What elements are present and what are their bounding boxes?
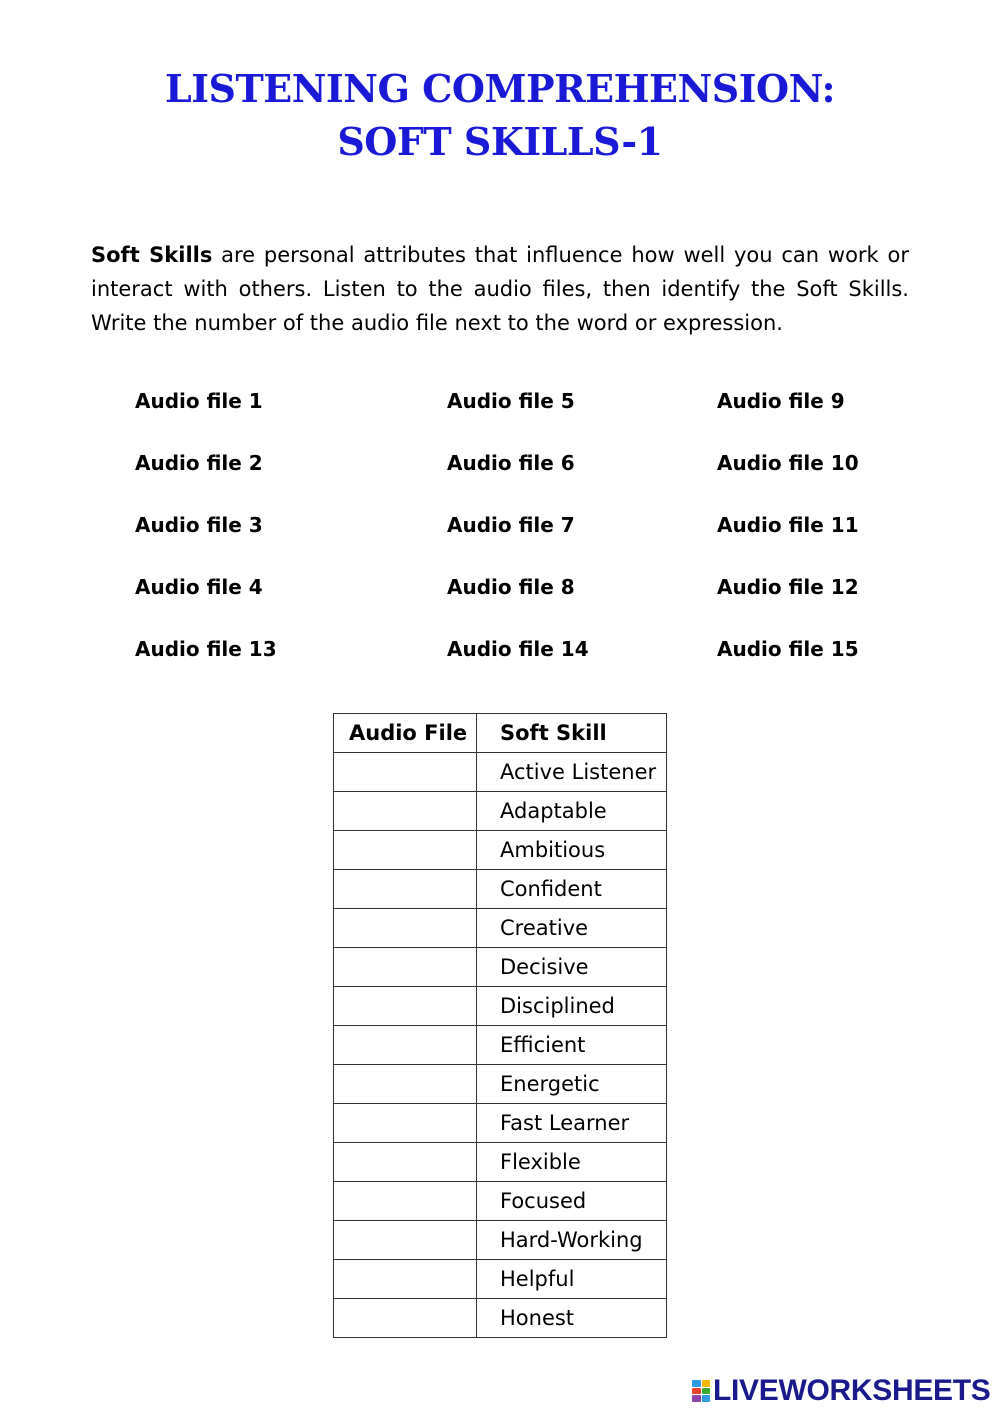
- soft-skill-label: Honest: [500, 1306, 575, 1330]
- table-row: [334, 909, 667, 948]
- table-row: [334, 792, 667, 831]
- logo-square: [702, 1380, 711, 1387]
- soft-skill-label: Confident: [500, 877, 602, 901]
- audio-number-cell[interactable]: [334, 831, 477, 870]
- table-row: [334, 753, 667, 792]
- soft-skill-label: Disciplined: [500, 994, 615, 1018]
- worksheet-title: [0, 62, 1000, 168]
- audio-file-label: Audio file 15: [717, 637, 859, 661]
- soft-skill-cell: [477, 1221, 667, 1260]
- table-row: [334, 1104, 667, 1143]
- soft-skill-cell: [477, 909, 667, 948]
- audio-number-cell[interactable]: [334, 1065, 477, 1104]
- table-row: [334, 1260, 667, 1299]
- table-row: [334, 987, 667, 1026]
- table-header-row: [334, 714, 667, 753]
- audio-number-cell[interactable]: [334, 1182, 477, 1221]
- table-row: [334, 1299, 667, 1338]
- audio-number-cell[interactable]: [334, 870, 477, 909]
- soft-skill-label: Focused: [500, 1189, 587, 1213]
- soft-skill-label: Decisive: [500, 955, 589, 979]
- title-line-1: LISTENING COMPREHENSION:: [165, 66, 835, 111]
- brand-name: LIVEWORKSHEETS: [713, 1374, 991, 1407]
- audio-number-cell[interactable]: [334, 753, 477, 792]
- liveworksheets-logo-icon: [692, 1380, 710, 1402]
- soft-skill-label: Fast Learner: [500, 1111, 630, 1135]
- title-line-2: SOFT SKILLS-1: [337, 119, 663, 164]
- table-row: [334, 948, 667, 987]
- audio-file-label: Audio file 5: [447, 389, 575, 413]
- soft-skill-cell: [477, 1260, 667, 1299]
- logo-square: [692, 1380, 701, 1387]
- audio-file-label: Audio file 3: [135, 513, 263, 537]
- table-row: [334, 1221, 667, 1260]
- soft-skill-label: Efficient: [500, 1033, 586, 1057]
- liveworksheets-brand: [692, 1374, 991, 1408]
- table-row: [334, 1182, 667, 1221]
- header-audio-file: Audio File: [334, 714, 477, 753]
- intro-bold-term: Soft Skills: [91, 243, 213, 267]
- audio-file-label: Audio file 2: [135, 451, 263, 475]
- soft-skill-label: Energetic: [500, 1072, 600, 1096]
- soft-skill-label: Adaptable: [500, 799, 607, 823]
- audio-number-cell[interactable]: [334, 1221, 477, 1260]
- soft-skill-cell: [477, 1026, 667, 1065]
- audio-number-cell[interactable]: [334, 909, 477, 948]
- soft-skill-label: Creative: [500, 916, 589, 940]
- audio-file-label: Audio file 14: [447, 637, 589, 661]
- intro-paragraph: [91, 238, 909, 340]
- soft-skill-cell: [477, 987, 667, 1026]
- table-row: [334, 870, 667, 909]
- table-row: [334, 1026, 667, 1065]
- audio-file-label: Audio file 1: [135, 389, 263, 413]
- logo-square: [702, 1395, 711, 1402]
- table-row: [334, 1065, 667, 1104]
- audio-number-cell[interactable]: [334, 987, 477, 1026]
- table-row: [334, 1143, 667, 1182]
- soft-skill-cell: [477, 753, 667, 792]
- soft-skill-label: Active Listener: [500, 760, 657, 784]
- logo-square: [702, 1388, 711, 1395]
- audio-file-label: Audio file 4: [135, 575, 263, 599]
- logo-square: [692, 1388, 701, 1395]
- audio-file-label: Audio file 11: [717, 513, 859, 537]
- soft-skill-cell: [477, 1143, 667, 1182]
- audio-number-cell[interactable]: [334, 948, 477, 987]
- audio-file-label: Audio file 10: [717, 451, 859, 475]
- table-row: [334, 831, 667, 870]
- audio-number-cell[interactable]: [334, 792, 477, 831]
- audio-file-label: Audio file 12: [717, 575, 859, 599]
- soft-skill-cell: [477, 831, 667, 870]
- soft-skill-cell: [477, 1065, 667, 1104]
- answer-table: [333, 713, 667, 1338]
- header-soft-skill: Soft Skill: [477, 714, 667, 753]
- audio-number-cell[interactable]: [334, 1104, 477, 1143]
- soft-skill-cell: [477, 948, 667, 987]
- soft-skill-label: Hard-Working: [500, 1228, 643, 1252]
- audio-number-cell[interactable]: [334, 1143, 477, 1182]
- logo-square: [692, 1395, 701, 1402]
- soft-skill-cell: [477, 792, 667, 831]
- audio-file-label: Audio file 6: [447, 451, 575, 475]
- soft-skill-cell: [477, 870, 667, 909]
- audio-number-cell[interactable]: [334, 1299, 477, 1338]
- soft-skill-cell: [477, 1104, 667, 1143]
- audio-file-label: Audio file 13: [135, 637, 277, 661]
- audio-file-label: Audio file 8: [447, 575, 575, 599]
- intro-text: are personal attributes that influence how well you can work or interact with others. Listen to the audio files, then identify the Soft Skills. Write the number of the audio file next to the word or expression.: [91, 243, 909, 335]
- soft-skill-label: Ambitious: [500, 838, 606, 862]
- soft-skill-cell: [477, 1182, 667, 1221]
- audio-file-label: Audio file 7: [447, 513, 575, 537]
- soft-skill-label: Helpful: [500, 1267, 575, 1291]
- soft-skill-cell: [477, 1299, 667, 1338]
- audio-file-label: Audio file 9: [717, 389, 845, 413]
- soft-skill-label: Flexible: [500, 1150, 581, 1174]
- audio-number-cell[interactable]: [334, 1260, 477, 1299]
- audio-number-cell[interactable]: [334, 1026, 477, 1065]
